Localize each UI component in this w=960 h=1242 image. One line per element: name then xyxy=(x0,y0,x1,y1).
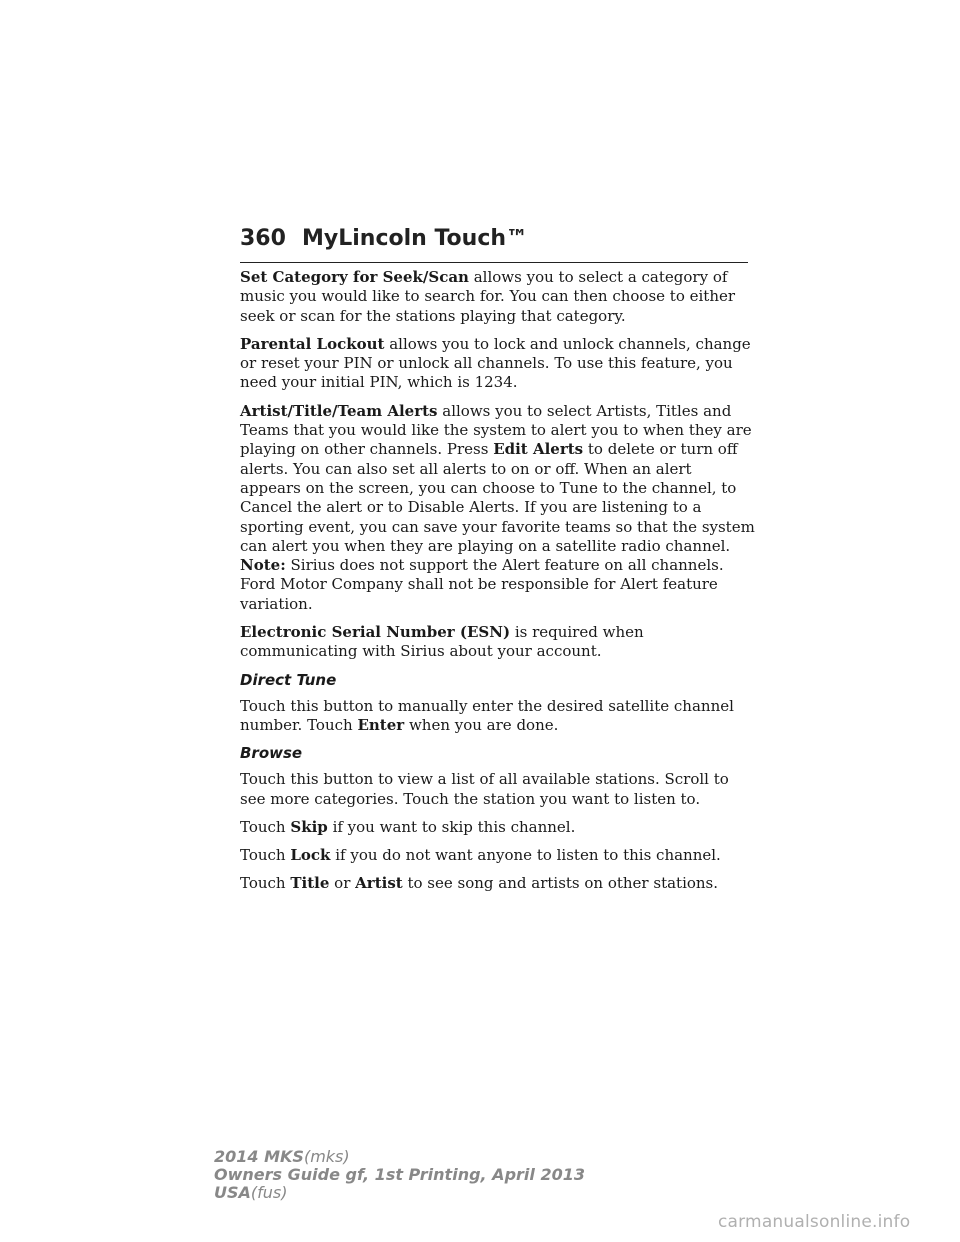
paragraph-direct-tune xyxy=(240,697,755,736)
term-skip: Skip xyxy=(290,817,328,836)
watermark: carmanualsonline.info xyxy=(718,1212,911,1232)
text-lock: if you do not want anyone to listen to this channel. xyxy=(330,846,721,865)
text-direct-tune-b: when you are done. xyxy=(404,715,559,734)
print-footer xyxy=(214,1148,585,1202)
text-touch: Touch xyxy=(240,874,286,893)
term-enter: Enter xyxy=(357,715,405,734)
term-title: Title xyxy=(290,874,330,893)
page-content xyxy=(240,268,755,903)
term-seek-scan: Set Category for Seek/Scan xyxy=(240,268,469,286)
page-header xyxy=(240,226,748,263)
heading-browse: Browse xyxy=(240,744,303,763)
text-title-artist: to see song and artists on other stations. xyxy=(402,874,719,893)
chapter-title: MyLincoln Touch™ xyxy=(302,226,529,251)
paragraph-skip xyxy=(240,818,755,837)
footer-edition: Owners Guide gf, 1st Printing, April 2013 xyxy=(214,1165,585,1184)
footer-market-code: (fus) xyxy=(250,1183,288,1202)
paragraph-lock xyxy=(240,846,755,865)
text-esn: is required when communicating with Sirius about your account. xyxy=(240,623,644,661)
footer-line-edition xyxy=(214,1166,585,1184)
text-parental-lockout: allows you to lock and unlock channels, change or reset your PIN or unlock all channels. To use this feature, you need your initial PIN, which is 1234. xyxy=(240,334,751,392)
paragraph-note xyxy=(240,556,755,614)
footer-model: 2014 MKS xyxy=(214,1147,304,1166)
footer-model-code: (mks) xyxy=(303,1147,350,1166)
text-alerts-a: allows you to select Artists, Titles and Teams that you would like the system to alert you to when they are playing on other channels. Press xyxy=(240,401,752,459)
term-parental-lockout: Parental Lockout xyxy=(240,334,385,353)
footer-market: USA xyxy=(214,1183,251,1202)
paragraph-parental-lockout xyxy=(240,335,755,393)
text-browse: Touch this button to view a list of all available stations. Scroll to see more categories. Touch the station you want to listen to. xyxy=(240,770,729,808)
term-edit-alerts: Edit Alerts xyxy=(493,440,584,459)
paragraph-esn xyxy=(240,623,755,662)
term-artist: Artist xyxy=(355,874,403,893)
term-lock: Lock xyxy=(290,846,331,865)
text-direct-tune-a: Touch this button to manually enter the desired satellite channel number. Touch xyxy=(240,696,734,734)
term-alerts: Artist/Title/Team Alerts xyxy=(240,401,438,420)
text-or: or xyxy=(329,874,356,893)
paragraph-title-artist xyxy=(240,874,755,893)
paragraph-seek-scan xyxy=(240,268,755,326)
text-touch: Touch xyxy=(240,846,286,865)
footer-line-model xyxy=(214,1148,585,1166)
note-label: Note: xyxy=(240,556,286,575)
text-skip: if you want to skip this channel. xyxy=(327,817,576,836)
term-esn: Electronic Serial Number (ESN) xyxy=(240,623,511,642)
paragraph-alerts xyxy=(240,402,755,556)
text-alerts-b: to delete or turn off alerts. You can also set all alerts to on or off. When an alert appears on the screen, you can choose to Tune to the channel, to Cancel the alert or to Disable Alerts. If you are listening to a sporting event, you can save your favorite teams so that the system can alert you when they are playing on a satellite radio channel. xyxy=(240,440,755,555)
paragraph-browse xyxy=(240,770,755,809)
text-touch: Touch xyxy=(240,817,286,836)
page-number: 360 xyxy=(240,226,286,251)
heading-direct-tune: Direct Tune xyxy=(240,670,337,689)
footer-line-market xyxy=(214,1184,585,1202)
note-text: Sirius does not support the Alert feature on all channels. Ford Motor Company shall not be responsible for Alert feature variation. xyxy=(240,556,724,613)
text-seek-scan: allows you to select a category of music you would like to search for. You can then choose to either seek or scan for the stations playing that category. xyxy=(240,268,736,325)
